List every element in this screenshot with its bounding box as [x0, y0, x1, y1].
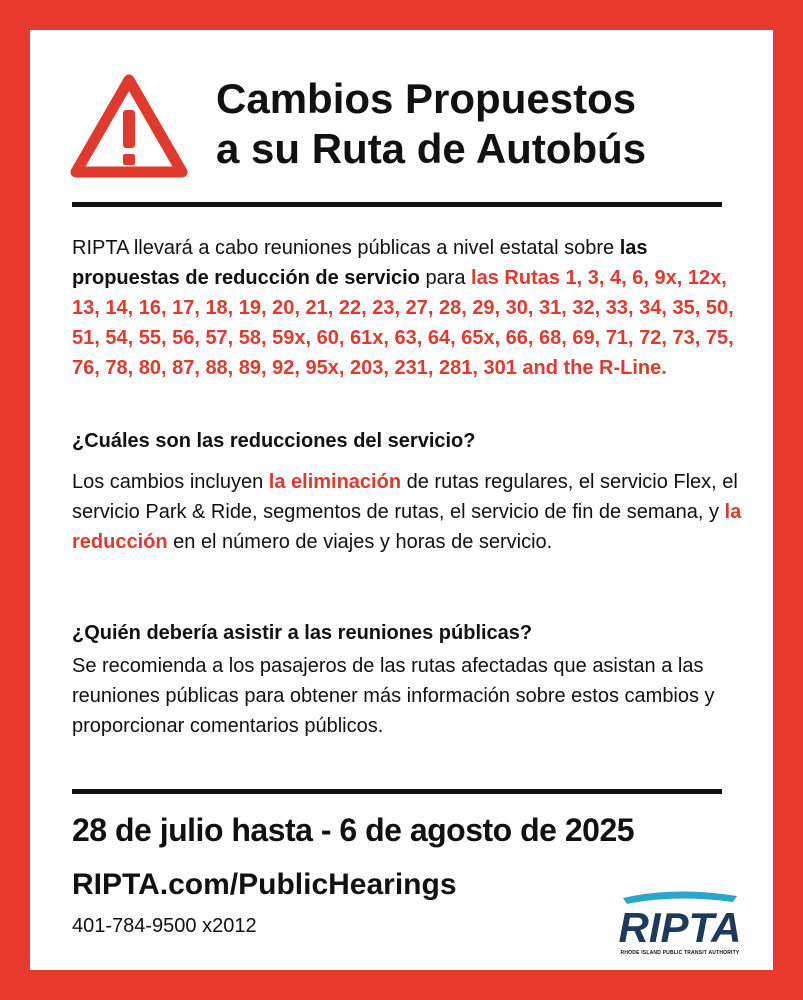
section-text-reductions	[72, 467, 742, 557]
title-line-2: a su Ruta de Autobús	[216, 125, 647, 172]
reductions-text-1: Los cambios incluyen	[72, 471, 269, 493]
section-text-who: Se recomienda a los pasajeros de las rutas afectadas que asistan a las reuniones públicas para obtener más información sobre estos cambios y proporcionar comentarios públicos.	[72, 655, 715, 737]
section-heading-reductions: ¿Cuáles son las reducciones del servicio?	[72, 430, 476, 452]
reductions-text-3: en el número de viajes y horas de servicio.	[167, 531, 553, 553]
notice-card	[30, 30, 773, 970]
intro-bold-text: las propuestas de reducción de servicio	[72, 237, 648, 289]
logo-text: RIPTA	[618, 904, 742, 950]
divider-bottom	[72, 789, 722, 794]
logo-tagline: RHODE ISLAND PUBLIC TRANSIT AUTHORITY	[620, 950, 740, 956]
reductions-text-2: de rutas regulares, el servicio Flex, el servicio Park & Ride, segmentos de rutas, el servicio de fin de semana, y	[72, 471, 738, 523]
intro-text-1: RIPTA llevará a cabo reuniones públicas a nivel estatal sobre	[72, 237, 620, 259]
title-line-1: Cambios Propuestos	[216, 75, 637, 122]
hearings-url[interactable]: RIPTA.com/PublicHearings	[72, 868, 457, 901]
hearing-dates: 28 de julio hasta - 6 de agosto de 2025	[72, 812, 635, 848]
intro-paragraph	[72, 233, 742, 383]
section-heading-who: ¿Quién debería asistir a las reuniones públicas?	[72, 622, 533, 644]
highlight-elimination: la eliminación	[268, 471, 402, 493]
contact-phone[interactable]: 401-784-9500 x2012	[72, 915, 257, 937]
warning-triangle-icon	[68, 72, 190, 182]
intro-text-2: para	[419, 267, 472, 289]
page-title	[216, 74, 756, 174]
route-list: las Rutas 1, 3, 4, 6, 9x, 12x, 13, 14, 16, 17, 18, 19, 20, 21, 22, 23, 27, 28, 29, 30, 31, 32, 33, 34, 35, 50, 51, 54, 55, 56, 57, 58, 59x, 60, 61x, 63, 64, 65x, 66, 68, 69, 71, 72, 73, 75, 76, 78, 80, 87, 88, 89, 92, 95x, 203, 231, 281, 301 and the R-Line.	[72, 267, 734, 379]
ripta-logo	[615, 888, 745, 950]
highlight-reduction: la reducción	[72, 501, 742, 553]
divider-top	[72, 202, 722, 207]
